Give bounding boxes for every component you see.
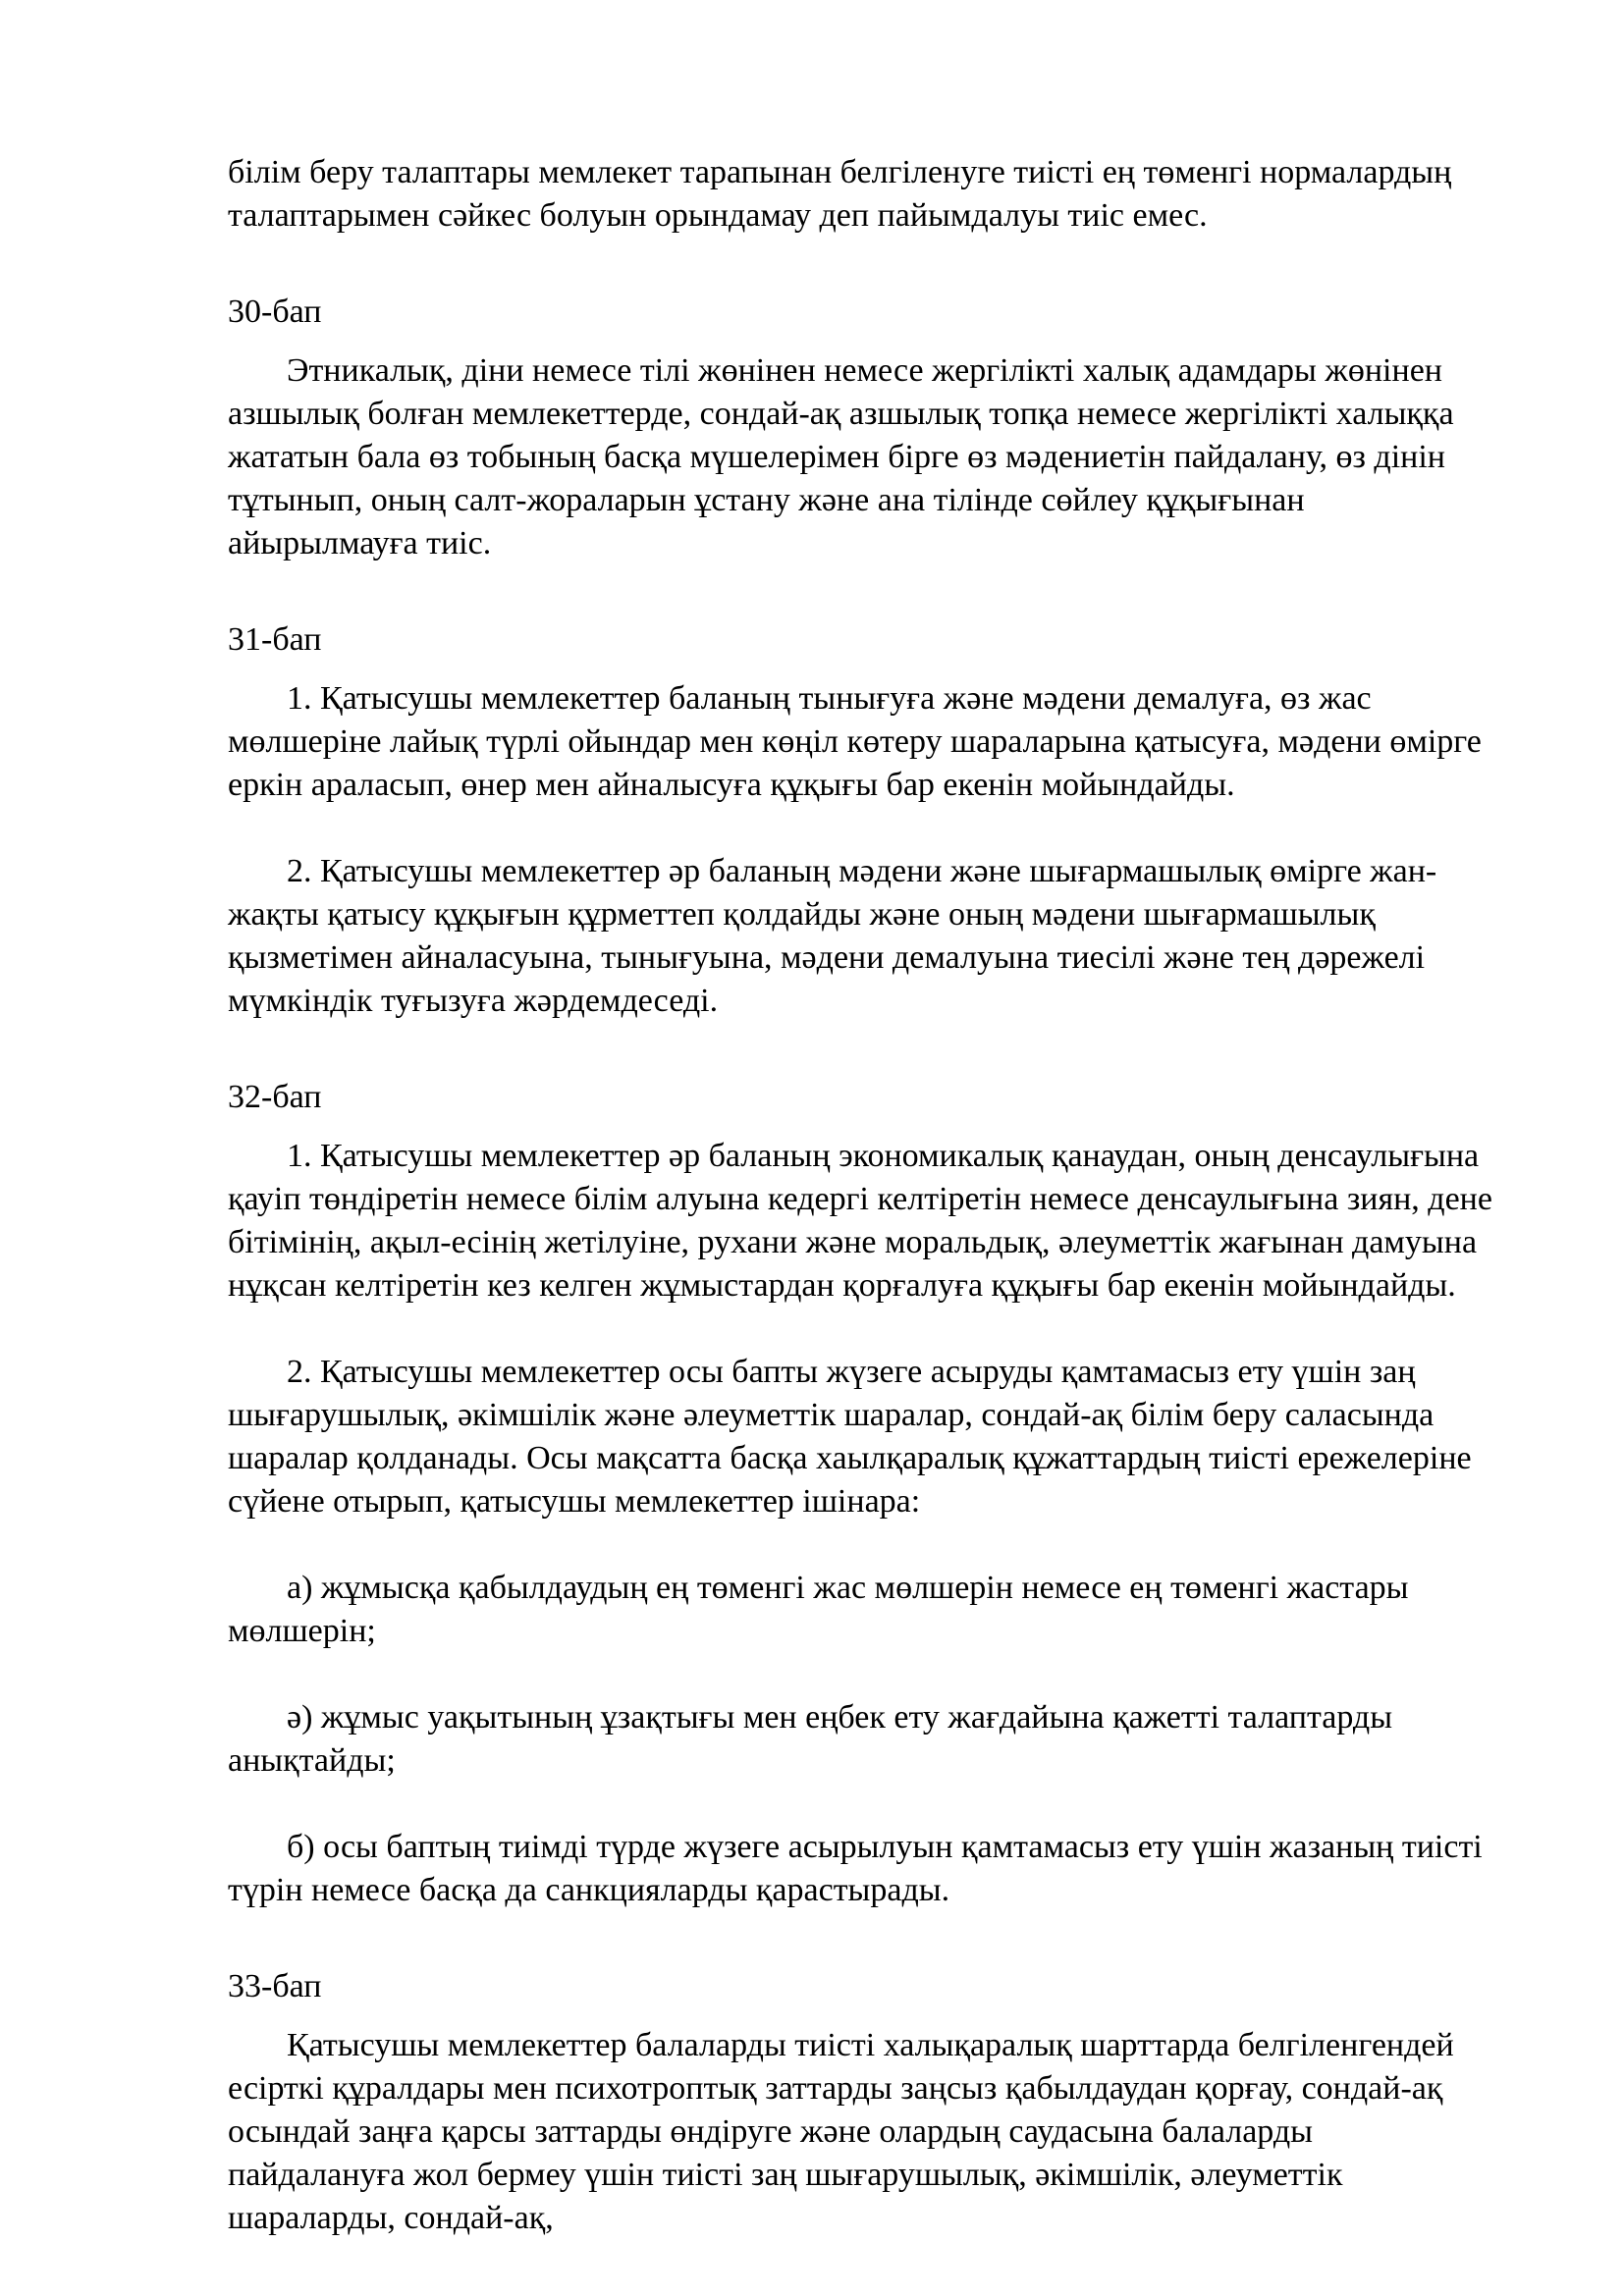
- paragraph: Этникалық, діни немесе тілі жөнінен немесе жергілікті халық адамдары жөнінен азшылық болған мемлекеттерде, сондай-ақ азшылық топқа немесе жергілікті халыққа жататын бала өз тобының басқа мүшелерімен бірге өз мәдениетін пайдалану, өз дінін тұтынып, оның салт-жораларын ұстану және ана тілінде сөйлеу құқығынан айырылмауға тиіс.: [228, 352, 1454, 561]
- paragraph: 2. Қатысушы мемлекеттер осы бапты жүзеге асыруды қамтамасыз ету үшін заң шығарушылық, әкімшілік және әлеуметтік шаралар, сондай-ақ білім беру саласында шаралар қолданады. Осы мақсатта басқа хаылқаралық құжаттардың тиісті ережелеріне сүйене отырып, қатысушы мемлекеттер ішінара:: [228, 1354, 1472, 1520]
- article-heading: 30-бап: [228, 294, 322, 330]
- paragraph: б) осы баптың тиімді түрде жүзеге асырылуын қамтамасыз ету үшін жазаның тиісті түрін немесе басқа да санкцияларды қарастырады.: [228, 1829, 1483, 1908]
- paragraph: 1. Қатысушы мемлекеттер әр баланың экономикалық қанаудан, оның денсаулығына қауіп төндіретін немесе білім алуына кедергі келтіретін немесе денсаулығына зиян, дене бітімінің, ақыл-есінің жетілуіне, рухани және моральдық, әлеуметтік жағынан дамуына нұқсан келтіретін кез келген жұмыстардан қорғалуға құқығы бар екенін мойындайды.: [228, 1138, 1492, 1304]
- paragraph: Қатысушы мемлекеттер балаларды тиісті халықаралық шарттарда белгіленгендей есірткі құралдары мен психотроптық заттарды заңсыз қабылдаудан қорғау, сондай-ақ осындай заңға қарсы заттарды өндіруге және олардың саудасына балаларды пайдалануға жол бермеу үшін тиісті заң шығарушылық, әкімшілік, әлеуметтік шараларды, сондай-ақ,: [228, 2027, 1454, 2236]
- article-heading: 33-бап: [228, 1968, 322, 2004]
- paragraph: 1. Қатысушы мемлекеттер баланың тынығуға және мәдени демалуға, өз жас мөлшеріне лайық түрлі ойындар мен көңіл көтеру шараларына қатысуға, мәдени өмірге еркін араласып, өнер мен айналысуға құқығы бар екенін мойындайды.: [228, 680, 1482, 803]
- paragraph: 2. Қатысушы мемлекеттер әр баланың мәдени және шығармашылық өмірге жан-жақты қатысу құқығын құрметтеп қолдайды және оның мәдени шығармашылық қызметімен айналасуына, тынығуына, мәдени демалуына тиесілі және тең дәрежелі мүмкіндік туғызуға жәрдемдеседі.: [228, 853, 1437, 1019]
- paragraph: а) жұмысқа қабылдаудың ең төменгі жас мөлшерін немесе ең төменгі жастары мөлшерін;: [228, 1570, 1409, 1649]
- paragraph: ә) жұмыс уақытының ұзақтығы мен еңбек ету жағдайына қажетті талаптарды анықтайды;: [228, 1699, 1393, 1779]
- article-heading: 32-бап: [228, 1079, 322, 1115]
- paragraph: білім беру талаптары мемлекет тарапынан белгіленуге тиісті ең төменгі нормалардың талаптарымен сәйкес болуын орындамау деп пайымдалуы тиіс емес.: [228, 154, 1452, 234]
- article-heading: 31-бап: [228, 621, 322, 658]
